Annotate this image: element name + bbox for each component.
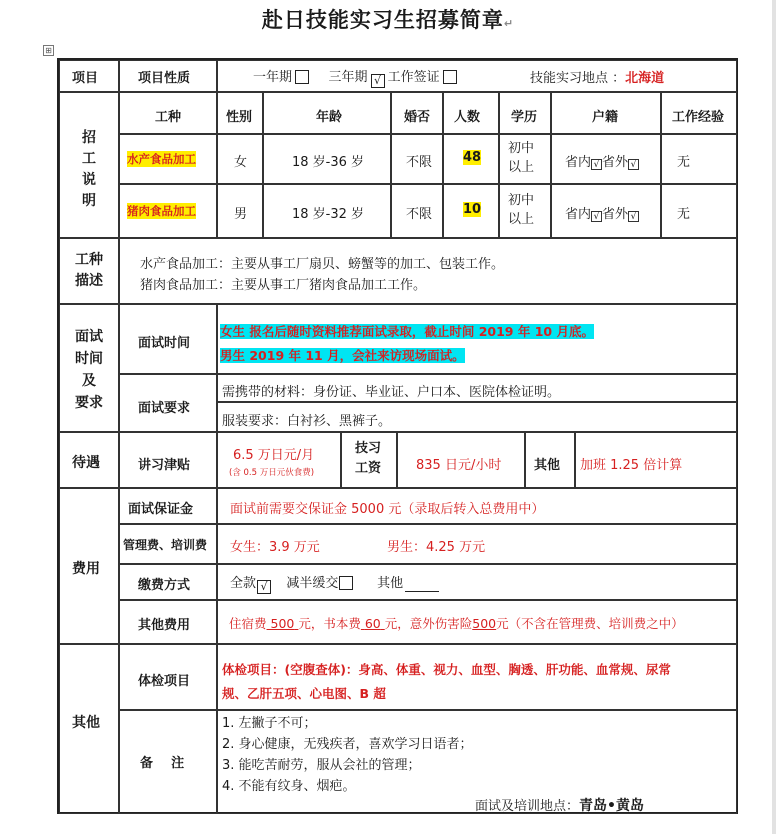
others-label: 其他 xyxy=(72,715,100,731)
header-married: 婚否 xyxy=(404,110,431,125)
work-visa-label: 工作签证 xyxy=(387,70,440,85)
pay-options xyxy=(230,572,439,594)
exp-value: 无 xyxy=(677,207,691,222)
interview-req-dress: 服装要求：白衬衫、黑裤子。 xyxy=(222,414,392,429)
edu-value: 初中 以上 xyxy=(508,193,535,227)
notes-list xyxy=(222,713,473,797)
table-cell xyxy=(661,134,737,184)
huji-out-checkbox[interactable]: √ xyxy=(628,211,639,222)
list-item: 3. 能吃苦耐劳，服从会社的管理； xyxy=(222,758,421,773)
age-range: 18 岁-36 岁 xyxy=(292,155,365,170)
age-range: 18 岁-32 岁 xyxy=(292,207,365,222)
interview-section-label: 面试 时间 及 要求 xyxy=(75,329,103,411)
pay-full-label: 全款 xyxy=(230,576,257,591)
married-value: 不限 xyxy=(406,207,433,222)
pay-other-label: 其他 xyxy=(377,576,404,591)
header-exp: 工作经验 xyxy=(672,110,725,125)
project-label: 项目 xyxy=(72,71,99,86)
huji-value: 省内 √ 省外 √ xyxy=(565,203,639,222)
header-gender: 性别 xyxy=(226,110,253,125)
job-desc-text: 水产食品加工：主要从事工厂扇贝、螃蟹等的加工、包装工作。 猪肉食品加工：主要从事工厂猪肉食品加工工作。 xyxy=(140,257,505,293)
mgmt-male: 男生：4.25 万元 xyxy=(387,540,486,555)
recruit-section-label: 招 工 说 明 xyxy=(82,130,96,209)
one-year-label: 一年期 xyxy=(253,70,293,85)
medical-text: 体检项目：(空腹查体)：身高、体重、视力、血型、胸透、肝功能、血常规、尿常 规、乙肝五项、心电图、B 超 xyxy=(222,662,671,701)
count-value: 10 xyxy=(463,202,482,217)
pay-full-checkbox[interactable]: √ xyxy=(257,580,271,594)
page-edge xyxy=(772,0,776,834)
medical-label: 体检项目 xyxy=(138,674,191,689)
edu-value: 初中 以上 xyxy=(508,141,535,175)
deposit-value: 面试前需要交保证金 5000 元（录取后转入总费用中） xyxy=(230,502,545,517)
nature-options xyxy=(253,66,460,88)
list-item: 2. 身心健康，无残疾者，喜欢学习日语者； xyxy=(222,737,473,752)
header-count: 人数 xyxy=(454,110,481,125)
huji-in-checkbox[interactable]: √ xyxy=(591,211,602,222)
training-location: 面试及培训地点：青岛•黄岛 xyxy=(475,798,644,814)
huji-value: 省内 √ 省外 √ xyxy=(565,151,639,170)
count-value: 48 xyxy=(463,150,482,165)
benefits-label: 待遇 xyxy=(72,455,100,471)
mgmt-label: 管理费、培训费 xyxy=(123,538,208,552)
header-job: 工种 xyxy=(155,110,182,125)
deposit-label: 面试保证金 xyxy=(128,502,194,517)
pay-label: 缴费方式 xyxy=(138,578,191,593)
fees-label: 费用 xyxy=(72,561,100,577)
one-year-checkbox[interactable] xyxy=(295,70,309,84)
job-desc-label: 工种 描述 xyxy=(75,252,103,289)
notes-label: 备 注 xyxy=(140,756,185,771)
interview-time-text: 女生 报名后随时资料推荐面试录取，截止时间 2019 年 10 月底。 男生 2019 年 11 月，会社来访现场面试。 xyxy=(220,324,594,363)
table-move-handle-icon[interactable]: ⊞ xyxy=(43,45,54,56)
interview-req-label: 面试要求 xyxy=(138,401,191,416)
interview-req-materials: 需携带的材料：身份证、毕业证、户口本、医院体检证明。 xyxy=(222,385,561,400)
location-field: 技能实习地点 ：北海道 xyxy=(530,71,665,86)
pay-half-label: 减半缓交 xyxy=(286,576,339,591)
huji-in-checkbox[interactable]: √ xyxy=(591,159,602,170)
huji-out-checkbox[interactable]: √ xyxy=(628,159,639,170)
header-age: 年龄 xyxy=(316,110,343,125)
mgmt-female: 女生：3.9 万元 xyxy=(230,540,320,555)
other-fees-label: 其他费用 xyxy=(138,618,191,633)
list-item: 1. 左撇子不可； xyxy=(222,716,317,731)
wage-value: 835 日元/小时 xyxy=(416,458,502,473)
pay-other-blank[interactable] xyxy=(405,576,439,592)
interview-time-label: 面试时间 xyxy=(138,336,191,351)
other-benefit-label: 其他 xyxy=(534,458,561,473)
three-year-label: 三年期 xyxy=(328,70,368,85)
header-edu: 学历 xyxy=(511,110,538,125)
job-name: 水产食品加工 xyxy=(127,152,196,166)
allowance-value: 6.5 万日元/月 xyxy=(233,448,315,463)
wage-label: 技习 工资 xyxy=(355,441,382,476)
header-huji: 户籍 xyxy=(592,110,619,125)
three-year-checkbox[interactable]: √ xyxy=(371,74,385,88)
exp-value: 无 xyxy=(677,155,691,170)
job-name: 猪肉食品加工 xyxy=(127,204,196,218)
nature-label: 项目性质 xyxy=(138,71,191,86)
married-value: 不限 xyxy=(406,155,433,170)
allowance-note: (含 0.5 万日元伙食费) xyxy=(229,468,315,478)
table-cell xyxy=(661,184,737,238)
work-visa-checkbox[interactable] xyxy=(443,70,457,84)
page-title: 赴日技能实习生招募简章↵ xyxy=(261,8,515,32)
pay-half-checkbox[interactable] xyxy=(339,576,353,590)
list-item: 4. 不能有纹身、烟疤。 xyxy=(222,779,356,794)
gender-value: 男 xyxy=(234,207,248,222)
location-value: 北海道 xyxy=(625,71,665,86)
allowance-label: 讲习津贴 xyxy=(138,458,191,473)
other-fees-text: 住宿费 500 元，书本费 60 元，意外伤害险500元（不含在管理费、培训费之中） xyxy=(229,616,684,631)
other-benefit-value: 加班 1.25 倍计算 xyxy=(580,458,683,473)
gender-value: 女 xyxy=(234,155,248,170)
